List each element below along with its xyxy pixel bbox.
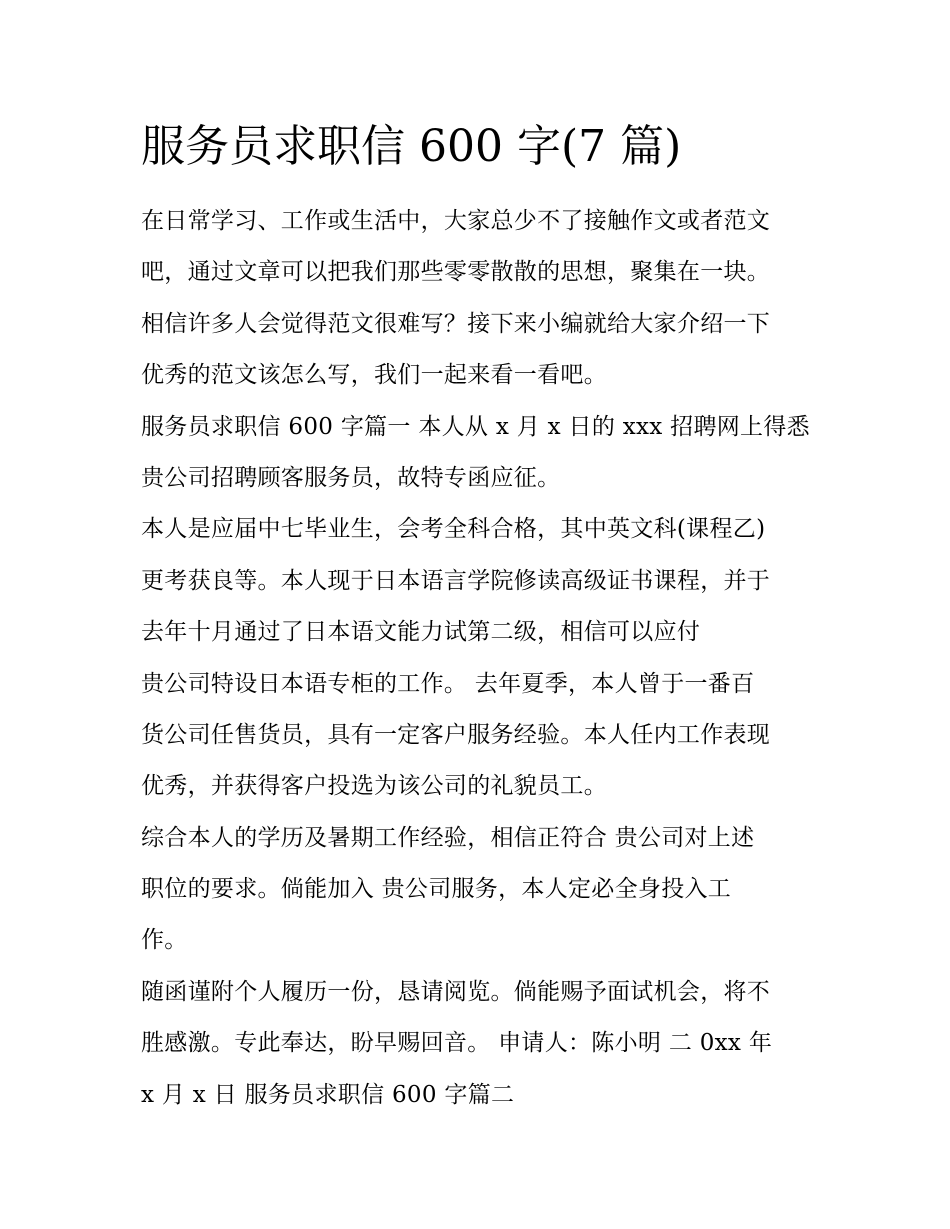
text-line: 本人是应届中七毕业生，会考全科合格，其中英文科(课程乙) <box>141 516 766 543</box>
text-line: 优秀，并获得客户投选为该公司的礼貌员工。 <box>141 773 607 800</box>
text-line: 贵公司招聘顾客服务员，故特专函应征。 <box>141 464 561 491</box>
text-line: 服务员求职信 600 字篇一 本人从 x 月 x 日的 xxx 招聘网上得悉 <box>141 413 810 440</box>
text-line: 优秀的范文该怎么写，我们一起来看一看吧。 <box>141 362 607 389</box>
text-line: 职位的要求。倘能加入 贵公司服务，本人定必全身投入工 <box>141 876 732 903</box>
text-line: 胜感激。专此奉达，盼早赐回音。 申请人：陈小明 二 0xx 年 <box>141 1030 773 1057</box>
text-line: 作。 <box>141 927 188 954</box>
text-line: 更考获良等。本人现于日本语言学院修读高级证书课程，并于 <box>141 567 771 594</box>
text-line: 综合本人的学历及暑期工作经验，相信正符合 贵公司对上述 <box>141 824 755 851</box>
text-line: 随函谨附个人履历一份，恳请阅览。倘能赐予面试机会，将不 <box>141 978 771 1005</box>
text-line: 相信许多人会觉得范文很难写？接下来小编就给大家介绍一下 <box>141 310 771 337</box>
text-line: x 月 x 日 服务员求职信 600 字篇二 <box>141 1081 515 1108</box>
document-body <box>141 196 821 1121</box>
text-line: 去年十月通过了日本语文能力试第二级，相信可以应付 <box>141 619 701 646</box>
document-title: 服务员求职信 600 字(7 篇) <box>141 121 682 172</box>
text-line: 贵公司特设日本语专柜的工作。 去年夏季，本人曾于一番百 <box>141 670 755 697</box>
text-line: 吧，通过文章可以把我们那些零零散散的思想，聚集在一块。 <box>141 259 771 286</box>
text-line: 在日常学习、工作或生活中，大家总少不了接触作文或者范文 <box>141 208 771 234</box>
text-line: 货公司任售货员，具有一定客户服务经验。本人任内工作表现 <box>141 721 771 748</box>
